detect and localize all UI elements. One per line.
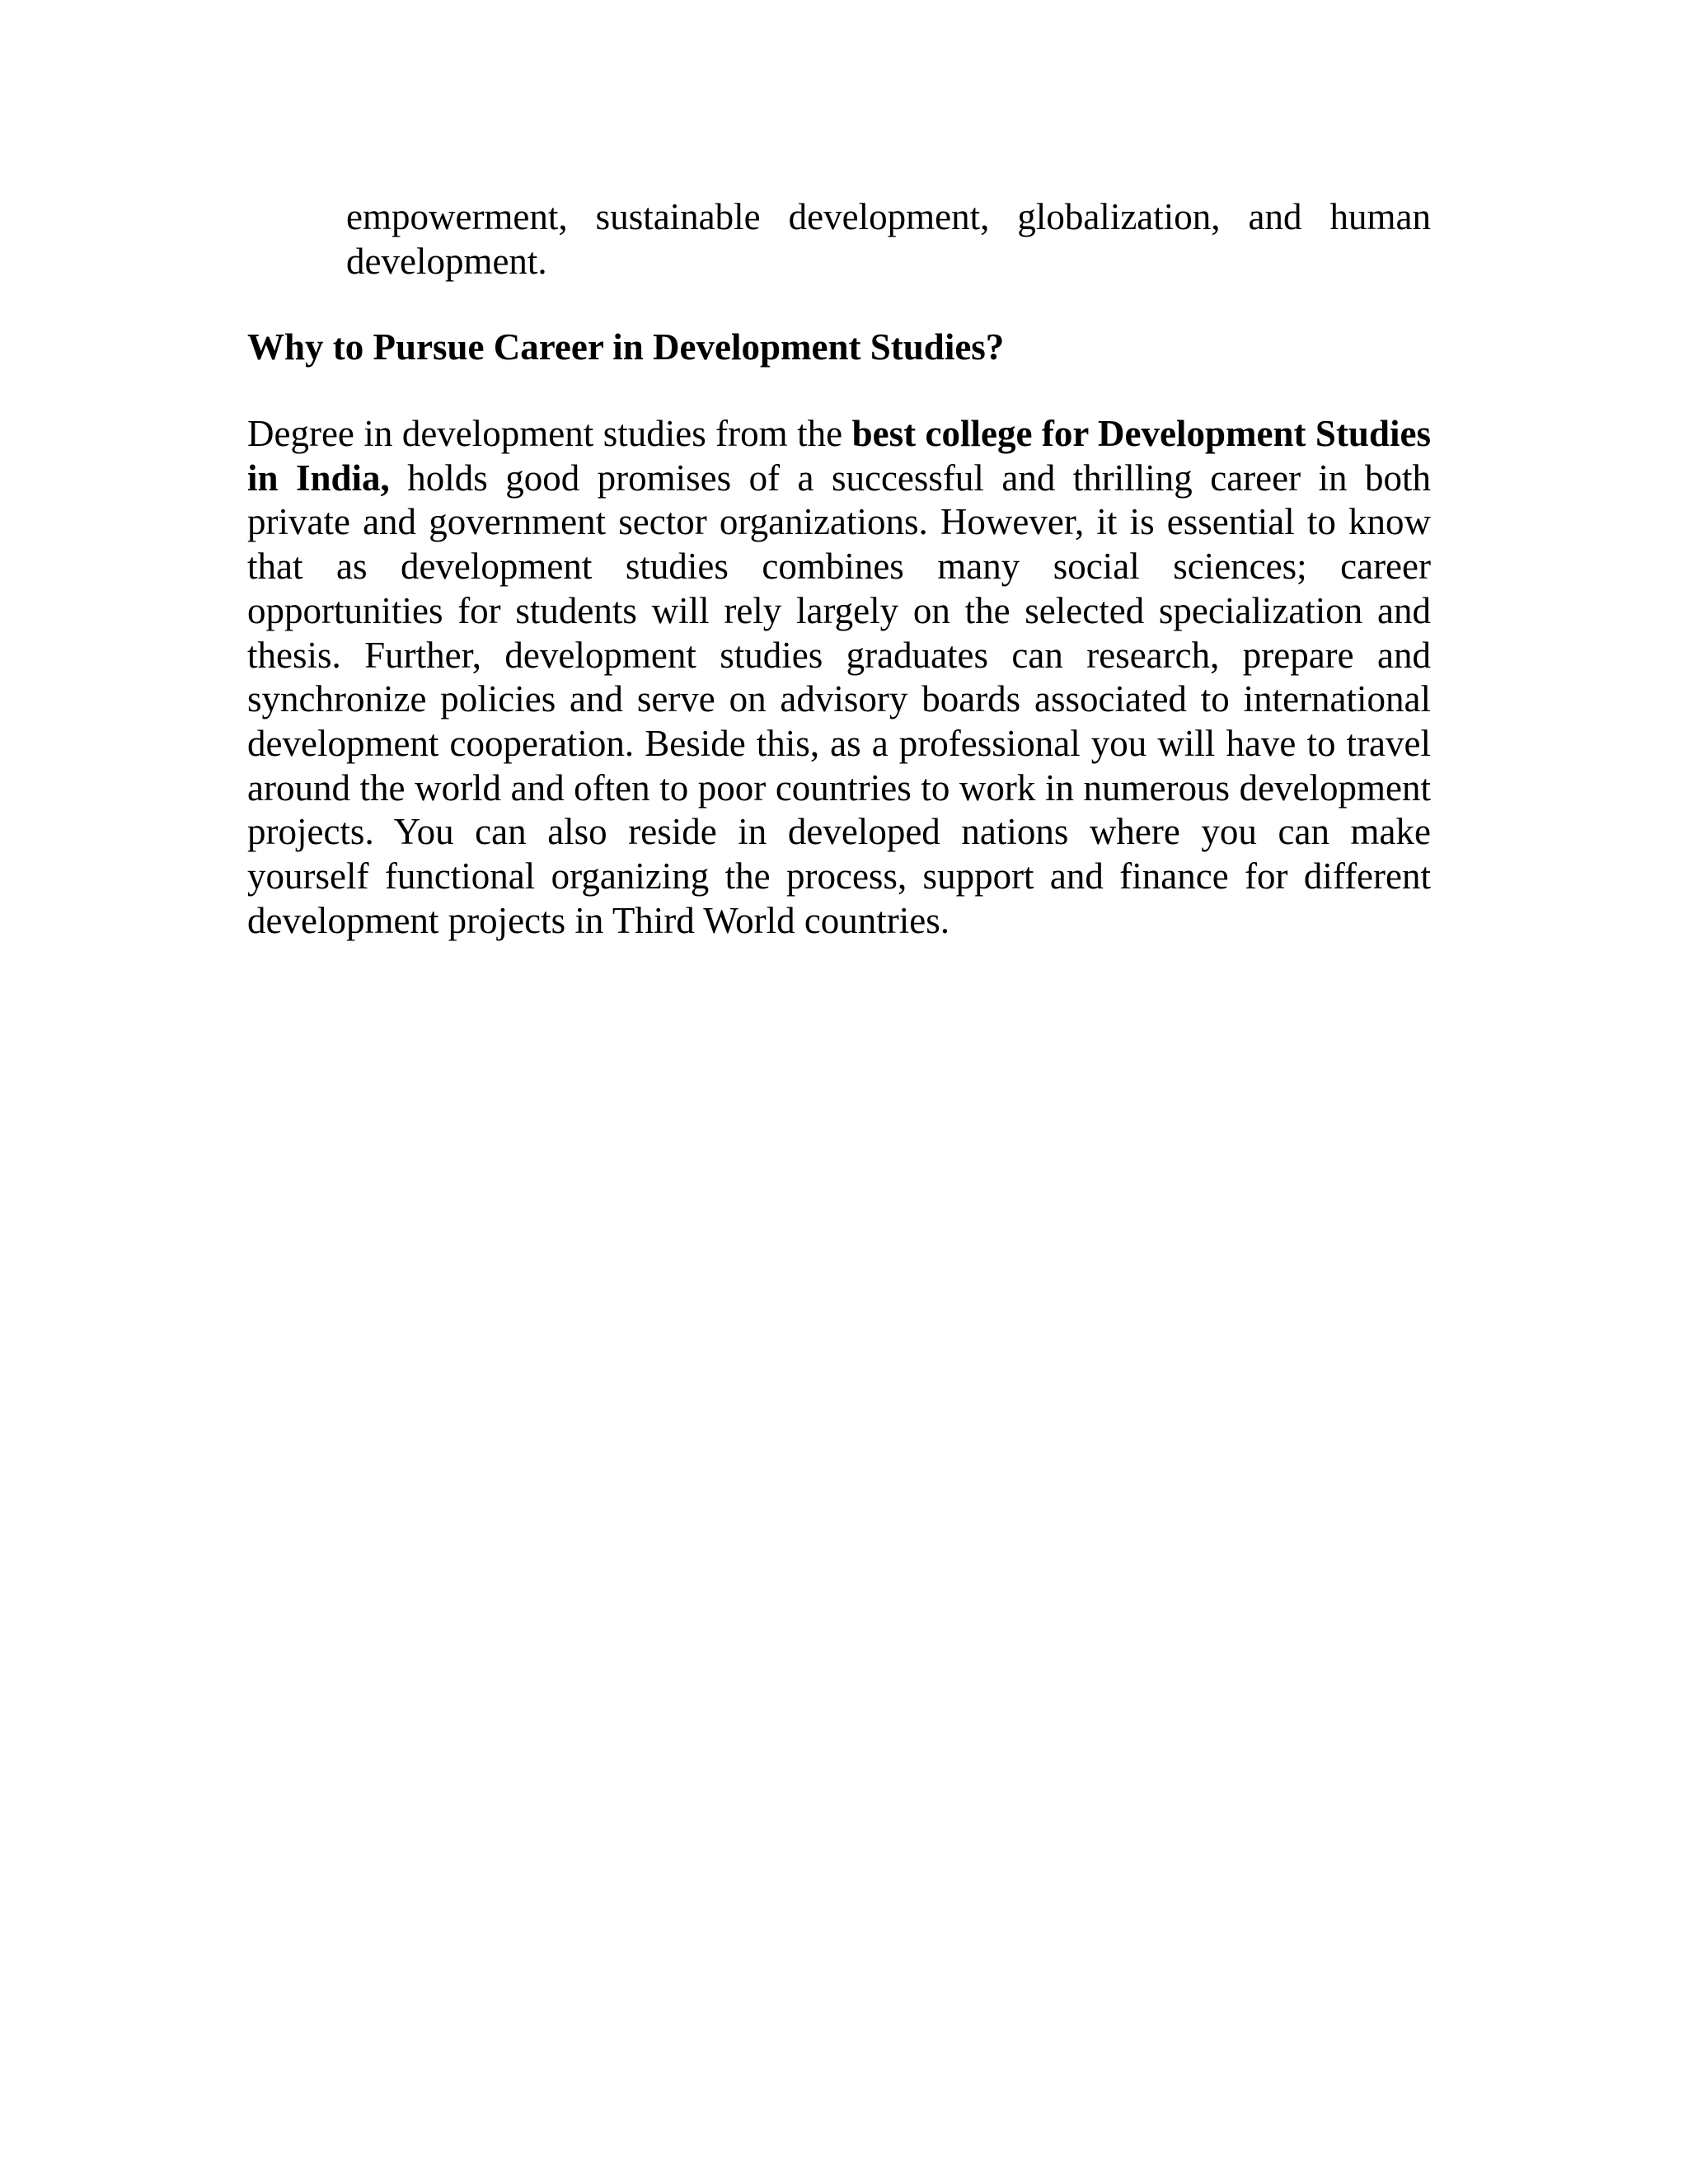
page-content [247, 194, 1431, 943]
list-item-continuation: empowerment, sustainable development, globalization, and human development. [346, 196, 1431, 282]
paragraph-bold-text: best college for Development Studies in India, [247, 413, 1431, 499]
paragraph-lead-text: Degree in development studies from the [247, 413, 852, 454]
section-heading: Why to Pursue Career in Development Studies? [247, 326, 1005, 368]
body-paragraph [247, 412, 1431, 943]
paragraph-rest-text: holds good promises of a successful and thrilling career in both private and government sector organizations. However, it is essential to know that as development studies combines many social sciences; career opportunities for students will rely largely on the selected specialization and thesis. Further, development studies graduates can research, prepare and synchronize policies and serve on advisory boards associated to international development cooperation. Beside this, as a professional you will have to travel around the world and often to poor countries to work in numerous development projects. You can also reside in developed nations where you can make yourself functional organizing the process, support and finance for different development projects in Third World countries. [247, 457, 1431, 941]
